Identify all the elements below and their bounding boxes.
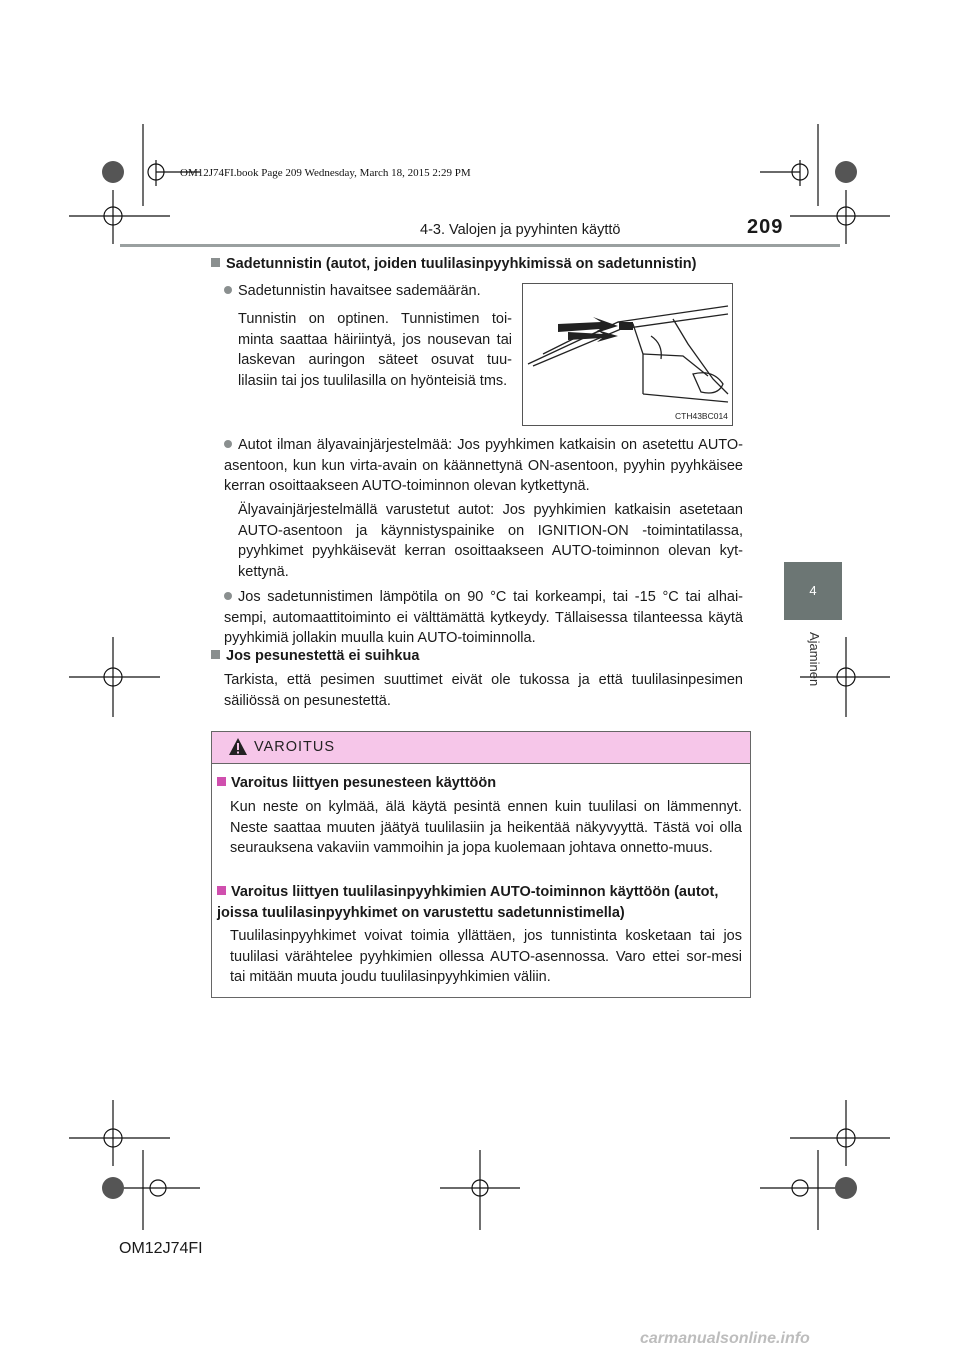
bullet-3: Jos sadetunnistimen lämpötila on 90 °C tai korkeampi, tai -15 °C tai alhai-sempi, automaattitoiminto ei välttämättä kytkeydy. Tällaisessa tilanteessa käytä pyyhkimiä jollakin muulla kuin AUTO-toiminnolla. (224, 589, 743, 646)
section-title: 4-3. Valojen ja pyyhinten käyttö (420, 222, 621, 238)
warning-item-2-heading: Varoitus liittyen tuulilasinpyyhkimien AUTO-toiminnon käyttöön (autot, joissa tuulilasinpyyhkimet on varustettu sadetunnistimella) (217, 884, 719, 921)
header-rule (120, 244, 840, 247)
round-bullet-icon (224, 440, 232, 448)
pink-square-bullet-icon (217, 886, 226, 895)
chapter-label: Ajaminen (807, 632, 822, 687)
bullet-1-text: Tunnistin on optinen. Tunnistimen toi-minta saattaa häiriintyä, jos nousevan tai laskevan auringon säteet osuvat tuu-lilasiin tai jos tuulilasilla on hyönteisiä tms. (238, 311, 512, 389)
warning-box (211, 731, 751, 998)
bullet-2: Autot ilman älyavainjärjestelmää: Jos pyyhkimen katkaisin on asetettu AUTO-asentoon, kun kun virta-avain on käännettynä ON-asentoon, pyyhin pyyhkäisee kerran osoittaakseen AUTO-toiminnon olevan kytkettynä. (224, 437, 743, 494)
warning-header (212, 732, 750, 764)
watermark: carmanualsonline.info (640, 1330, 810, 1347)
warning-title: VAROITUS (254, 739, 336, 755)
warning-item-1-heading: Varoitus liittyen pesunesteen käyttöön (217, 775, 747, 791)
book-info: OM12J74FI.book Page 209 Wednesday, March 18, 2015 2:29 PM (180, 167, 471, 179)
pink-square-bullet-icon (217, 777, 226, 786)
figure-code: CTH43BC014 (675, 411, 728, 421)
washer-text: Tarkista, että pesimen suuttimet eivät ole tukossa ja että tuulilasinpesimen säiliössä on pesunestettä. (224, 672, 743, 709)
warning-triangle-icon (228, 737, 248, 756)
bullet-1: Sadetunnistin havaitsee sademäärän. (224, 281, 514, 302)
windshield-sensor-icon (523, 284, 732, 425)
round-bullet-icon (224, 286, 232, 294)
square-bullet-icon (211, 650, 220, 659)
chapter-tab: 4 (784, 562, 842, 620)
windshield-figure (522, 283, 733, 426)
page-number: 209 (747, 216, 784, 238)
round-bullet-icon (224, 592, 232, 600)
rain-sensor-heading: Sadetunnistin (autot, joiden tuulilasinpyyhkimissä on sadetunnistin) (211, 256, 751, 272)
bullet-2-text-2: Älyavainjärjestelmällä varustetut autot: Jos pyyhkimien katkaisin asetetaan AUTO-asentoon ja käynnistyspainike on IGNITION-ON -toimintatilassa, pyyhkimet pyyhkäisevät kerran osoittaakseen AUTO-toiminnon olevan kyt-kettynä. (238, 502, 743, 580)
washer-heading: Jos pesunestettä ei suihkua (211, 648, 751, 664)
warning-item-1-text: Kun neste on kylmää, älä käytä pesintä ennen kuin tuulilasi on lämmennyt. Neste saattaa muuten jäätyä tuulilasiin ja heikentää näkyvyyttä. Tästä voi olla seurauksena vakaviin vammoihin ja jopa kuolemaan johtava onnetto-muus. (230, 799, 742, 856)
warning-item-2-text: Tuulilasinpyyhkimet voivat toimia yllättäen, jos tunnistinta kosketaan tai jos tuulilasi värähtelee pyyhkimien ollessa AUTO-asennossa. Varo ettei sor-mesi tai mitään muuta joudu tuulilasinpyyhkimien väliin. (230, 928, 742, 985)
square-bullet-icon (211, 258, 220, 267)
footer-code: OM12J74FI (119, 1240, 203, 1257)
